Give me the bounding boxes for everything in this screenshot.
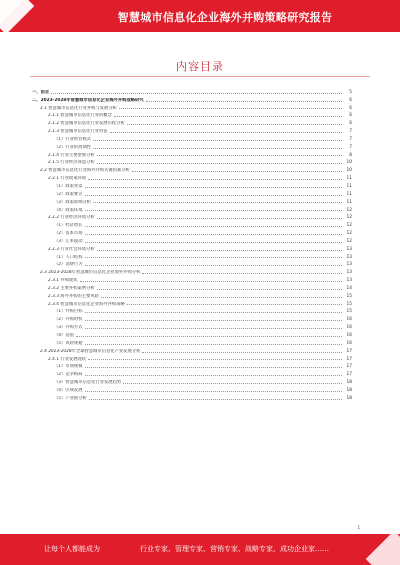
toc-leader-dots — [85, 312, 342, 313]
toc-entry-text: （5）产业链分析 — [54, 395, 87, 401]
toc-entry-text: 2.4.1 行业发展现状 — [48, 356, 87, 362]
toc-entry-page: 12 — [346, 215, 352, 221]
toc-entry[interactable] — [32, 126, 352, 134]
toc-entry-page: 17 — [346, 356, 352, 362]
toc-entry[interactable] — [32, 118, 352, 126]
toc-entry-page: 8 — [349, 152, 352, 158]
toc-entry-text: （3）智慧城市信息化行业发展趋势 — [54, 380, 122, 386]
toc-entry-text: 2.3.2 主要并购案例分析 — [48, 285, 95, 291]
toc-entry[interactable] — [32, 103, 352, 111]
toc-entry-text: （2）消费行为 — [54, 262, 83, 268]
toc-entry-page: 17 — [346, 372, 352, 378]
toc-entry[interactable] — [32, 330, 352, 338]
toc-entry-text: （5）风险规避 — [54, 340, 83, 346]
toc-entry-page: 13 — [346, 270, 352, 276]
toc-leader-dots — [114, 116, 342, 117]
toc-entry-text: 一、前言 — [32, 89, 50, 95]
footer-slogan-right: 行业专家、管理专家、营销专家、战略专家、成功企业家…… — [140, 545, 329, 553]
toc-entry-text: 2.2.3 行业社会环境分析 — [48, 246, 95, 252]
toc-entry-page: 7 — [349, 129, 352, 135]
toc-entry-text: （1）人口结构 — [54, 254, 83, 260]
toc-entry-page: 6 — [349, 97, 352, 103]
toc-entry[interactable] — [32, 393, 352, 401]
toc-entry-page: 11 — [346, 191, 352, 197]
toc-entry-text: 2.3 2023-2028年智慧城市信息化企业海外并购分析 — [40, 270, 141, 276]
toc-entry-page: 14 — [346, 285, 352, 291]
toc-entry-page: 12 — [346, 231, 352, 237]
toc-entry-page: 7 — [349, 136, 352, 142]
toc-entry[interactable] — [32, 377, 352, 385]
toc-entry[interactable] — [32, 173, 352, 181]
toc-entry-page: 18 — [346, 395, 352, 401]
toc-leader-dots — [85, 210, 342, 211]
toc-entry-text: （4）区域发展 — [54, 387, 83, 393]
toc-entry-page: 11 — [346, 199, 352, 205]
toc-divider — [30, 76, 370, 77]
toc-entry-text: 2.1.4 行业主要壁垒分析 — [48, 152, 95, 158]
toc-entry-text: 2.3.4 智慧城市信息化企业海外并购策略 — [48, 301, 125, 307]
toc-entry[interactable] — [32, 369, 352, 377]
toc-leader-dots — [85, 187, 342, 188]
toc-entry-text: （2）行业的周期性 — [54, 144, 92, 150]
toc-leader-dots — [85, 375, 342, 376]
toc-entry-text: （2）政策要点 — [54, 191, 83, 197]
toc-entry-page: 17 — [346, 348, 352, 354]
toc-leader-dots — [85, 257, 342, 258]
toc-entry[interactable] — [32, 385, 352, 393]
toc-entry-page: 13 — [346, 262, 352, 268]
toc-entry-text: 2.1.2 智慧城市信息化行业发展历程分析 — [48, 121, 125, 127]
toc-page — [0, 32, 400, 534]
toc-entry-page: 6 — [349, 105, 352, 111]
report-title: 智慧城市信息化企业海外并购策略研究报告 — [117, 11, 333, 24]
toc-entry-page: 18 — [346, 387, 352, 393]
toc-entry-text: 2.3.3 海外并购的主要风险 — [48, 293, 99, 299]
toc-entry-page: 15 — [346, 293, 352, 299]
toc-leader-dots — [93, 140, 342, 141]
toc-leader-dots — [85, 234, 342, 235]
toc-entry-page: 12 — [346, 223, 352, 229]
toc-entry[interactable] — [32, 197, 352, 205]
toc-entry-text: 2.1 智慧城市信息化行业并购与发展分析 — [40, 105, 117, 111]
toc-entry-page: 12 — [346, 238, 352, 244]
toc-leader-dots — [85, 242, 342, 243]
toc-entry-text: （3）汇率波动 — [54, 238, 83, 244]
toc-entry-page: 7 — [349, 144, 352, 150]
toc-entry-page: 12 — [346, 207, 352, 213]
toc-entry[interactable] — [32, 307, 352, 315]
toc-entry-text: （4）估值 — [54, 333, 74, 338]
toc-entry-text: 2.2.2 行业经济环境分析 — [48, 215, 95, 221]
toc-leader-dots — [80, 281, 343, 282]
toc-leader-dots — [110, 132, 342, 133]
toc-entry-text: （1）经济增长 — [54, 223, 83, 229]
toc-entry-text: （2）竞争格局 — [54, 372, 83, 378]
toc-entry[interactable] — [32, 213, 352, 221]
toc-entry-page: 17 — [346, 364, 352, 370]
toc-entry[interactable] — [32, 142, 352, 150]
toc-entry-text: （3）政策影响分析 — [54, 199, 92, 205]
bottom-banner — [0, 534, 400, 565]
toc-leader-dots — [85, 320, 342, 321]
toc-leader-dots — [85, 344, 342, 345]
toc-entry[interactable] — [32, 150, 352, 158]
toc-leader-dots — [88, 359, 342, 360]
toc-entry[interactable] — [32, 362, 352, 370]
toc-entry-page: 16 — [346, 340, 352, 346]
toc-entry[interactable] — [32, 181, 352, 189]
toc-entry-page: 13 — [346, 246, 352, 252]
toc-leader-dots — [89, 399, 342, 400]
toc-entry-page: 6 — [349, 113, 352, 119]
toc-leader-dots — [119, 108, 342, 109]
toc-entry-text: 2.1.3 智慧城市信息化行业特征 — [48, 129, 108, 135]
page-number: 1 — [357, 525, 360, 530]
toc-entry-text: 2.1.5 行业经济效益分析 — [48, 160, 95, 166]
toc-leader-dots — [85, 367, 342, 368]
toc-entry-page: 13 — [346, 278, 352, 284]
toc-entry[interactable] — [32, 228, 352, 236]
toc-heading: 内容目录 — [176, 60, 224, 73]
toc-entry-page: 11 — [346, 183, 352, 189]
toc-entry-page: 11 — [346, 176, 352, 182]
toc-leader-dots — [76, 336, 342, 337]
toc-entry[interactable] — [32, 87, 352, 95]
toc-leader-dots — [88, 179, 342, 180]
toc-entry-text: （3）并购方式 — [54, 325, 83, 331]
toc-leader-dots — [93, 202, 342, 203]
toc-entry[interactable] — [32, 299, 352, 307]
toc-entry[interactable] — [32, 275, 352, 283]
toc-entry[interactable] — [32, 189, 352, 197]
toc-entry-text: （2）并购时机 — [54, 317, 83, 323]
toc-entry[interactable] — [32, 267, 352, 275]
toc-entry-text: （2）资本市场 — [54, 231, 83, 237]
toc-leader-dots — [127, 124, 342, 125]
toc-entry-text: （4）政策环境 — [54, 207, 83, 213]
toc-entry-page: 15 — [346, 301, 352, 307]
toc-entry-text: 2.2.1 行业政策环境 — [48, 176, 87, 182]
toc-leader-dots — [51, 93, 342, 94]
toc-entry[interactable] — [32, 158, 352, 166]
toc-leader-dots — [97, 218, 342, 219]
toc-entry-text: （1）行业经营模式 — [54, 136, 92, 142]
footer-slogan-left: 让每个人都能成为 — [44, 545, 100, 553]
toc-leader-dots — [123, 383, 342, 384]
toc-entry[interactable] — [32, 283, 352, 291]
toc-leader-dots — [97, 250, 342, 251]
toc-leader-dots — [97, 289, 342, 290]
toc-list — [32, 87, 352, 401]
toc-leader-dots — [85, 265, 342, 266]
toc-leader-dots — [97, 163, 342, 164]
toc-entry[interactable] — [32, 165, 352, 173]
toc-entry[interactable] — [32, 111, 352, 119]
toc-entry-text: 2.4 2023-2028年全球智慧城市信息化产业发展分析 — [40, 348, 141, 354]
toc-leader-dots — [85, 226, 342, 227]
toc-entry-page: 13 — [346, 254, 352, 260]
toc-entry-text: 二、2023-2028年智慧城市信息化企业海外并购战略研究 — [32, 97, 144, 103]
toc-entry[interactable] — [32, 252, 352, 260]
toc-entry-page: 16 — [346, 333, 352, 338]
toc-entry-text: 2.3.1 并购现状 — [48, 278, 78, 284]
toc-entry[interactable] — [32, 134, 352, 142]
toc-entry[interactable] — [32, 244, 352, 252]
toc-entry[interactable] — [32, 95, 352, 103]
toc-entry[interactable] — [32, 354, 352, 362]
toc-entry-text: （1）市场规模 — [54, 364, 83, 370]
toc-entry[interactable] — [32, 291, 352, 299]
toc-entry[interactable] — [32, 338, 352, 346]
toc-entry-text: （1）并购目标 — [54, 309, 83, 315]
top-banner — [0, 0, 400, 32]
toc-leader-dots — [146, 101, 342, 102]
toc-entry-text: （1）政策背景 — [54, 183, 83, 189]
toc-entry-page: 10 — [346, 168, 352, 174]
toc-entry-page: 18 — [346, 380, 352, 386]
toc-entry[interactable] — [32, 220, 352, 228]
toc-leader-dots — [93, 148, 342, 149]
toc-entry[interactable] — [32, 346, 352, 354]
toc-entry-text: 2.2 智慧城市信息化行业海外并购关键因素分析 — [40, 168, 130, 174]
toc-entry-page: 5 — [349, 89, 352, 95]
toc-entry[interactable] — [32, 314, 352, 322]
toc-leader-dots — [101, 297, 342, 298]
toc-entry-text: 2.1.1 智慧城市信息化行业的概念 — [48, 113, 112, 119]
toc-entry[interactable] — [32, 236, 352, 244]
toc-leader-dots — [127, 304, 342, 305]
toc-entry[interactable] — [32, 322, 352, 330]
toc-entry-page: 16 — [346, 325, 352, 331]
toc-leader-dots — [85, 195, 342, 196]
toc-entry-page: 15 — [346, 309, 352, 315]
toc-entry-page: 16 — [346, 317, 352, 323]
toc-leader-dots — [142, 352, 342, 353]
footer-corner-shape — [366, 534, 400, 565]
toc-leader-dots — [85, 391, 342, 392]
toc-entry[interactable] — [32, 260, 352, 268]
toc-entry-page: 10 — [346, 160, 352, 166]
toc-leader-dots — [85, 328, 342, 329]
toc-entry[interactable] — [32, 205, 352, 213]
banner-corner-shape — [0, 0, 34, 32]
toc-leader-dots — [132, 171, 342, 172]
toc-leader-dots — [142, 273, 342, 274]
toc-leader-dots — [97, 155, 342, 156]
toc-entry-page: 6 — [349, 121, 352, 127]
